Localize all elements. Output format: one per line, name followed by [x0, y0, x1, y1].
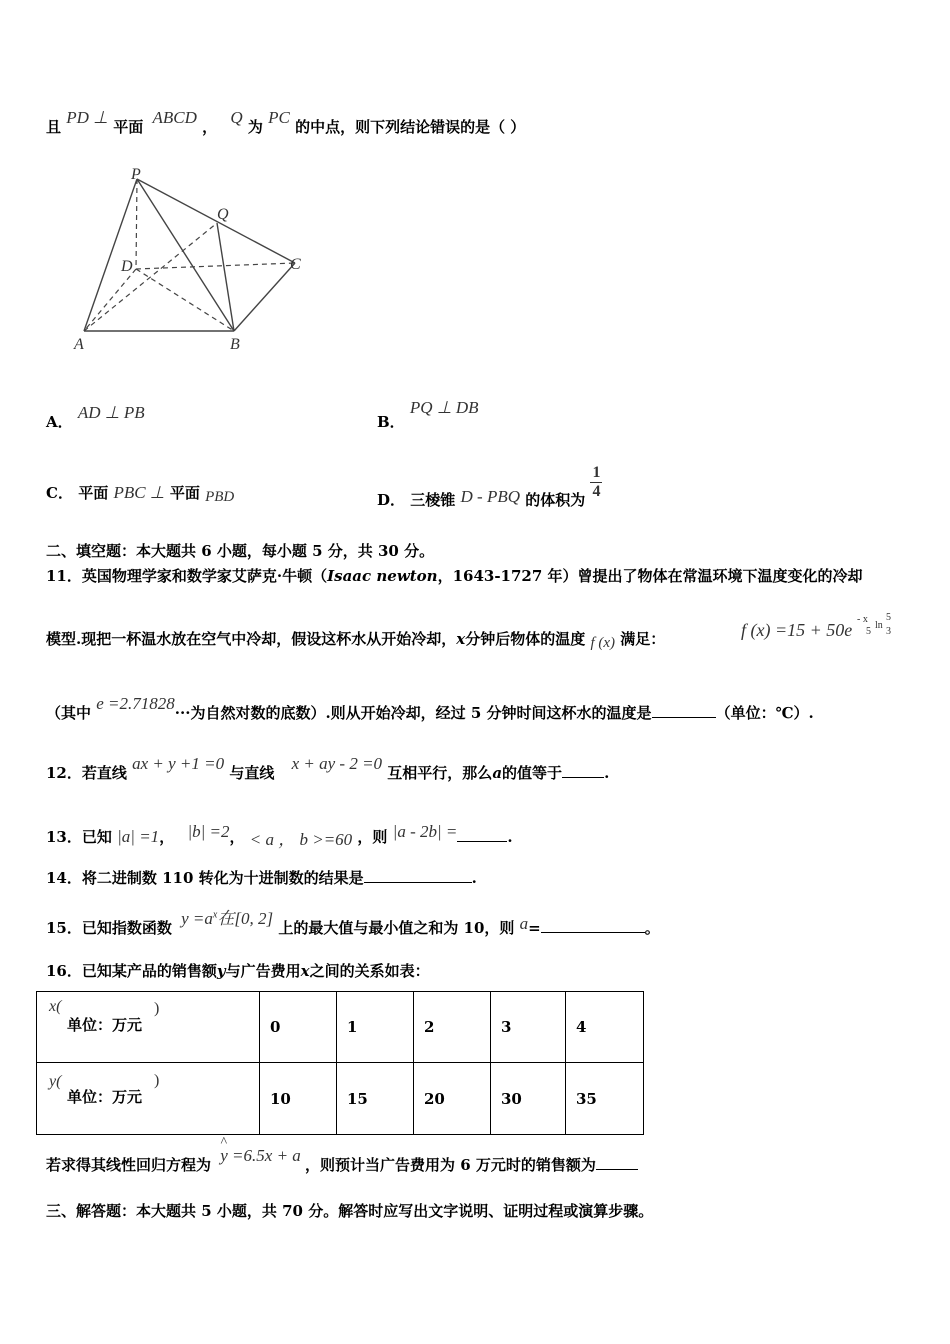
label-C: C — [290, 256, 301, 273]
q12: 12．若直线 ax + y +1 =0 与直线 x + ay - 2 =0 互相平行，那么a的值等于 . — [46, 754, 610, 782]
cell-x-3: 3 — [491, 992, 566, 1063]
cell-x-1: 1 — [337, 992, 414, 1063]
option-b[interactable]: B． PQ ⊥ DB — [377, 398, 479, 431]
q11-line3: （其中 e =2.71828···为自然对数的底数）.则从开始冷却，经过 5 分钟时间这杯水的温度是 （单位：℃）. — [46, 694, 814, 722]
cell-y-3: 30 — [491, 1063, 566, 1135]
cell-x-0: 0 — [260, 992, 337, 1063]
label-D: D — [121, 258, 133, 275]
sales-advertising-table — [36, 991, 644, 1135]
q11-line1: 11．英国物理学家和数学家艾萨克·牛顿（Isaac newton，1643-1727 年）曾提出了物体在常温环境下温度变化的冷却 — [46, 567, 863, 585]
q11-answer-blank[interactable] — [652, 703, 716, 718]
option-d[interactable]: D． 三棱锥 D - PBQ 的体积为 $\frac{1}{4}$ — [377, 464, 601, 509]
cell-x-4: 4 — [566, 992, 644, 1063]
edge-DC — [136, 263, 295, 269]
edge-DB — [136, 269, 234, 331]
cell-y-4: 35 — [566, 1063, 644, 1135]
edge-BC — [234, 263, 295, 331]
cooling-formula: f (x) =15 + 50e - x 5 ln 5 3 — [741, 612, 891, 640]
edge-AQ — [84, 223, 217, 331]
cell-y-0: 10 — [260, 1063, 337, 1135]
label-A: A — [74, 336, 84, 353]
edge-QB — [217, 223, 234, 331]
row-header-y: y( 单位：万元 ) — [37, 1063, 260, 1135]
q16-outro: 若求得其线性回归方程为 ^ y =6.5x + a ，则预计当广告费用为 6 万元时的销售额为 — [46, 1154, 638, 1175]
q13: 13．已知 |a| =1， |b| =2， < a ， b >=60 ，则 |a - 2b| = . — [46, 822, 513, 849]
pyramid-figure — [70, 165, 320, 355]
table-row-x — [37, 992, 644, 1063]
edge-PA — [84, 179, 137, 331]
label-P: P — [131, 166, 141, 183]
section-3-heading: 三、解答题：本大题共 5 小题，共 70 分。解答时应写出文字说明、证明过程或演算步骤。 — [46, 1202, 654, 1220]
q16-answer-blank[interactable] — [596, 1155, 638, 1170]
q14: 14．将二进制数 110 转化为十进制数的结果是 . — [46, 869, 477, 887]
q15: 15．已知指数函数 $y =a^x$在[0, 2] 上的最大值与最小值之和为 10，则 a= 。 — [46, 909, 660, 937]
label-Q: Q — [217, 206, 229, 223]
q11-line2: 模型.现把一杯温水放在空气中冷却，假设这杯水从开始冷却，x分钟后物体的温度 f (x) 满足： — [46, 630, 666, 651]
q10-stem: 且 PD ⊥ 平面 ABCD ， Q 为 PC 的中点，则下列结论错误的是（ ） — [46, 108, 526, 136]
label-B: B — [230, 336, 240, 353]
edge-PB — [137, 179, 234, 331]
q13-answer-blank[interactable] — [457, 827, 507, 842]
section-2-heading: 二、填空题：本大题共 6 小题，每小题 5 分，共 30 分。 — [46, 542, 435, 560]
row-header-x: x( 单位：万元 ) — [37, 992, 260, 1063]
table-row-y — [37, 1063, 644, 1135]
q14-answer-blank[interactable] — [364, 868, 472, 883]
edge-DA — [84, 269, 136, 331]
option-a[interactable]: A． AD ⊥ PB — [46, 403, 145, 431]
q15-answer-blank[interactable] — [541, 918, 645, 933]
q12-answer-blank[interactable] — [562, 763, 604, 778]
fraction-one-quarter: $\frac{1}{4}$ — [592, 464, 601, 500]
edge-PC — [137, 179, 295, 263]
cell-y-1: 15 — [337, 1063, 414, 1135]
q16-intro: 16．已知某产品的销售额y与广告费用x之间的关系如表： — [46, 962, 430, 980]
cell-y-2: 20 — [414, 1063, 491, 1135]
option-c[interactable]: C． 平面 PBC ⊥ 平面 PBD — [46, 483, 235, 505]
cell-x-2: 2 — [414, 992, 491, 1063]
edge-PD — [136, 179, 137, 269]
